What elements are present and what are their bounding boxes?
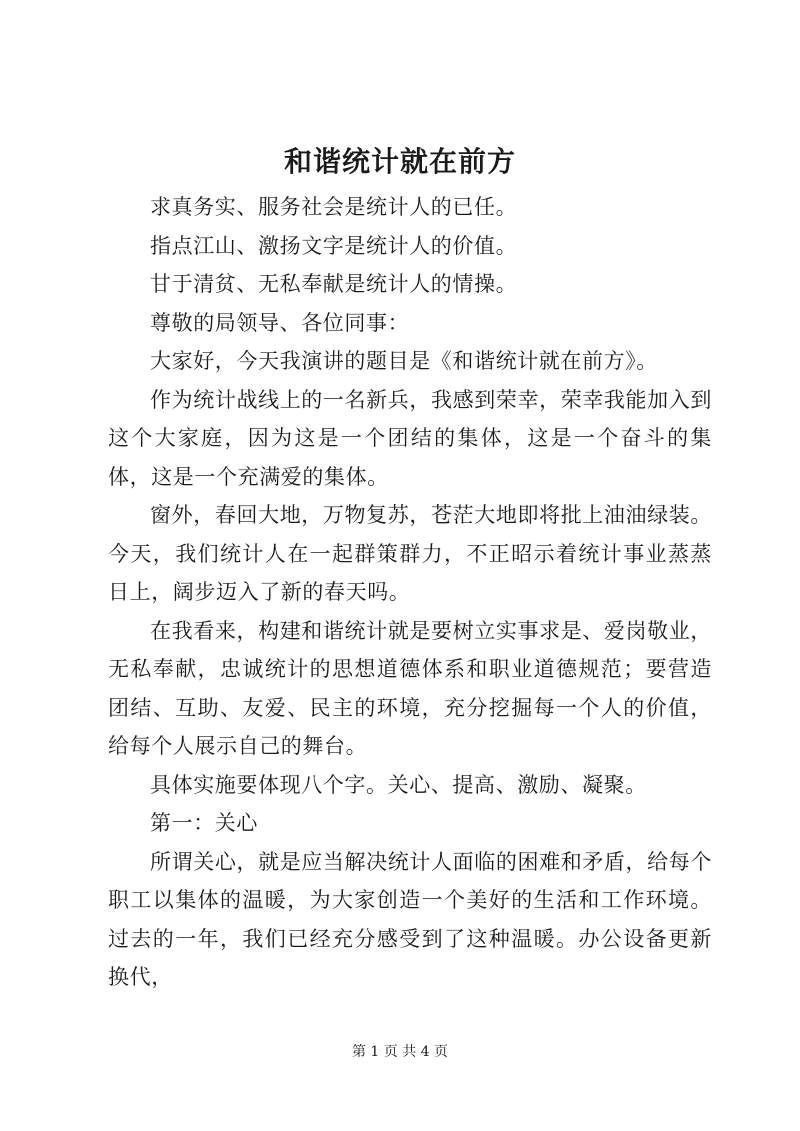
document-body [108, 188, 712, 997]
paragraph: 求真务实、服务社会是统计人的已任。 [150, 195, 518, 219]
paragraph: 指点江山、激扬文字是统计人的价值。 [150, 233, 518, 258]
paragraph: 尊敬的局领导、各位同事： [150, 310, 410, 335]
paragraph: 大家好，今天我演讲的题目是《和谐统计就在前方》。 [150, 349, 658, 373]
paragraph: 窗外，春回大地，万物复苏，苍茫大地即将批上油油绿装。今天，我们统计人在一起群策群力，不正昭示着统计事业蒸蒸日上，阔步迈入了新的春天吗。 [108, 503, 712, 604]
paragraph: 具体实施要体现八个字。关心、提高、激励、凝聚。 [150, 772, 647, 797]
paragraph: 第一：关心 [150, 811, 258, 835]
paragraph: 在我看来，构建和谐统计就是要树立实事求是、爱岗敬业，无私奉献，忠诚统计的思想道德体系和职业道德规范；要营造团结、互助、友爱、民主的环境，充分挖掘每一个人的价值，给每个人展示自己的舞台。 [108, 618, 712, 758]
paragraph: 作为统计战线上的一名新兵，我感到荣幸，荣幸我能加入到这个大家庭，因为这是一个团结的集体，这是一个奋斗的集体，这是一个充满爱的集体。 [108, 387, 712, 489]
page-title: 和谐统计就在前方 [283, 145, 516, 178]
page-number-footer: 第 1 页 共 4 页 [351, 1044, 449, 1060]
paragraph: 甘于清贫、无私奉献是统计人的情操。 [150, 272, 518, 296]
paragraph: 所谓关心，就是应当解决统计人面临的困难和矛盾，给每个职工以集体的温暖，为大家创造一个美好的生活和工作环境。过去的一年，我们已经充分感受到了这种温暖。办公设备更新换代， [108, 849, 712, 989]
